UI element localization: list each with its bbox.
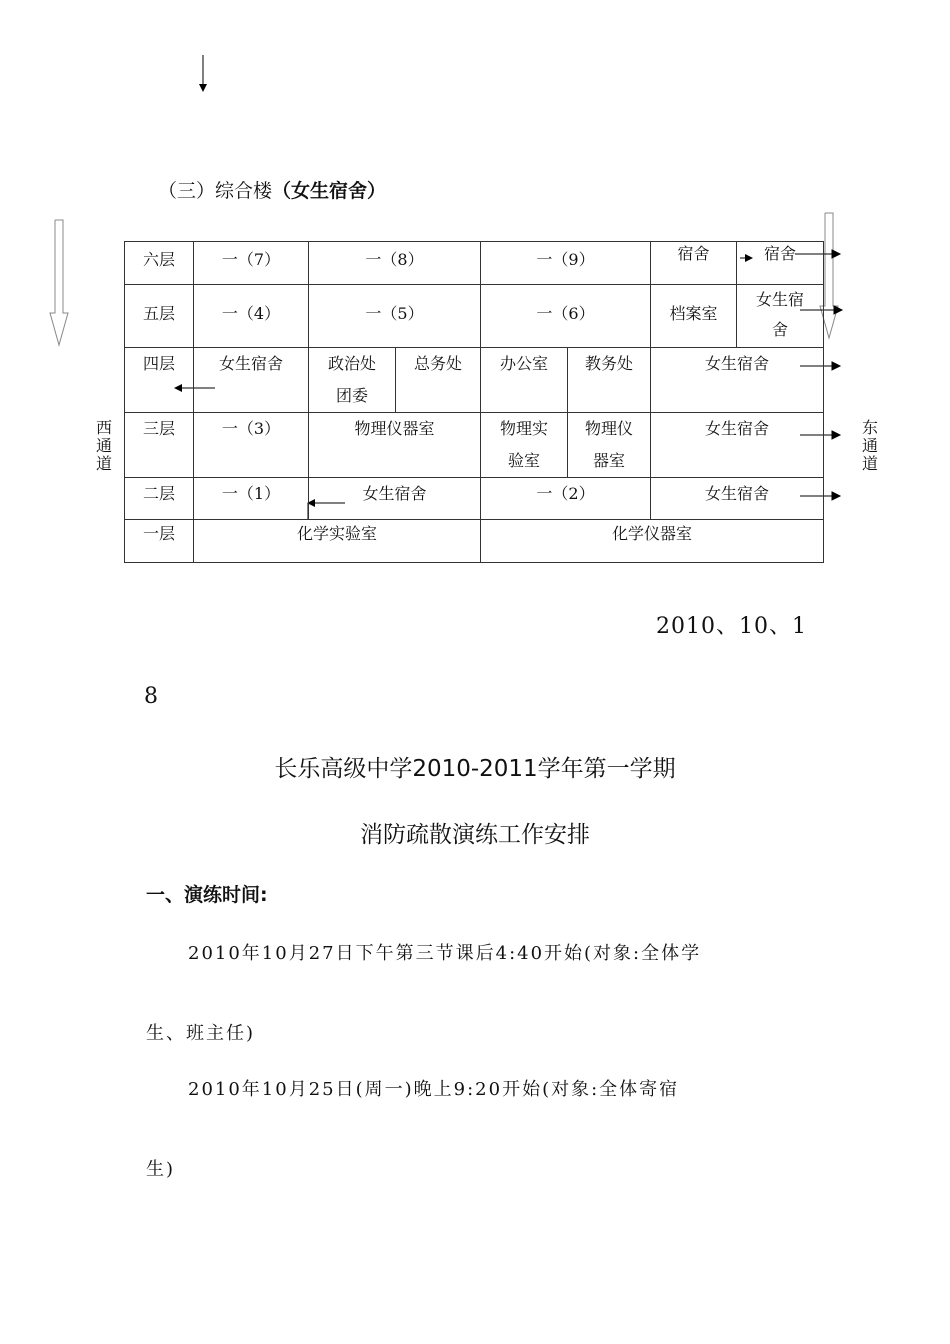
room-cell: 女生宿舍 — [309, 478, 481, 520]
floor-label: 一层 — [125, 520, 194, 563]
floor-3-row — [125, 413, 824, 478]
room-cell: 女生宿舍 — [737, 285, 824, 348]
paragraph-line: 生) — [146, 1159, 176, 1180]
top-arrow-head — [199, 84, 207, 92]
floor-6-row — [125, 242, 824, 285]
floor-1-row — [125, 520, 824, 563]
room-cell: 一（6） — [481, 285, 651, 348]
date-line: 2010、10、1 — [656, 614, 807, 639]
room-cell: 宿舍 — [651, 242, 737, 285]
room-cell: 一（5） — [309, 285, 481, 348]
room-cell: 一（1） — [194, 478, 309, 520]
floor-label: 三层 — [125, 413, 194, 478]
room-cell: 一（4） — [194, 285, 309, 348]
document-subtitle: 消防疏散演练工作安排 — [360, 822, 590, 848]
room-cell: 教务处 — [568, 348, 651, 413]
room-cell: 总务处 — [396, 348, 481, 413]
floor-4-row — [125, 348, 824, 413]
section-heading-drill-time: 一、演练时间: — [146, 884, 268, 906]
floor-label: 二层 — [125, 478, 194, 520]
room-cell: 化学仪器室 — [481, 520, 824, 563]
room-cell: 女生宿舍 — [194, 348, 309, 413]
paragraph-line: 2010年10月27日下午第三节课后4:40开始(对象:全体学 — [188, 943, 702, 964]
west-passage-char: 通 — [95, 436, 112, 455]
west-passage-char: 道 — [95, 454, 112, 473]
floor-label: 六层 — [125, 242, 194, 285]
section-title — [158, 176, 386, 203]
east-passage-char: 东 — [861, 418, 878, 437]
floor-label: 五层 — [125, 285, 194, 348]
room-cell: 物理实验室 — [481, 413, 568, 478]
east-passage-label — [860, 419, 880, 473]
floor-2-row — [125, 478, 824, 520]
section-title-prefix: （三）综合楼 — [158, 180, 273, 202]
room-cell: 一（2） — [481, 478, 651, 520]
paragraph-line: 2010年10月25日(周一)晚上9:20开始(对象:全体寄宿 — [188, 1079, 680, 1100]
paragraph-drill-2 — [146, 1050, 810, 1210]
west-down-arrow — [50, 220, 68, 345]
room-cell: 一（8） — [309, 242, 481, 285]
west-passage-char: 西 — [95, 418, 112, 437]
section-title-bold: （女生宿舍） — [272, 180, 387, 202]
west-passage-label — [94, 419, 114, 473]
floor-label: 四层 — [125, 348, 194, 413]
room-cell: 物理仪器室 — [309, 413, 481, 478]
floor-plan-table — [124, 241, 824, 563]
room-cell: 一（3） — [194, 413, 309, 478]
room-cell: 女生宿舍 — [651, 348, 824, 413]
page-number: 8 — [144, 684, 158, 709]
paragraph-line: 生、班主任) — [146, 1023, 256, 1044]
room-cell: 女生宿舍 — [651, 478, 824, 520]
room-cell: 女生宿舍 — [651, 413, 824, 478]
east-passage-char: 道 — [861, 454, 878, 473]
room-cell: 政治处团委 — [309, 348, 396, 413]
east-passage-char: 通 — [861, 436, 878, 455]
room-cell: 一（9） — [481, 242, 651, 285]
room-cell: 化学实验室 — [194, 520, 481, 563]
floor-5-row — [125, 285, 824, 348]
room-cell: 办公室 — [481, 348, 568, 413]
room-cell: 物理仪器室 — [568, 413, 651, 478]
room-cell: 档案室 — [651, 285, 737, 348]
document-title: 长乐高级中学2010-2011学年第一学期 — [274, 756, 676, 782]
room-cell: 宿舍 — [737, 242, 824, 285]
room-cell: 一（7） — [194, 242, 309, 285]
